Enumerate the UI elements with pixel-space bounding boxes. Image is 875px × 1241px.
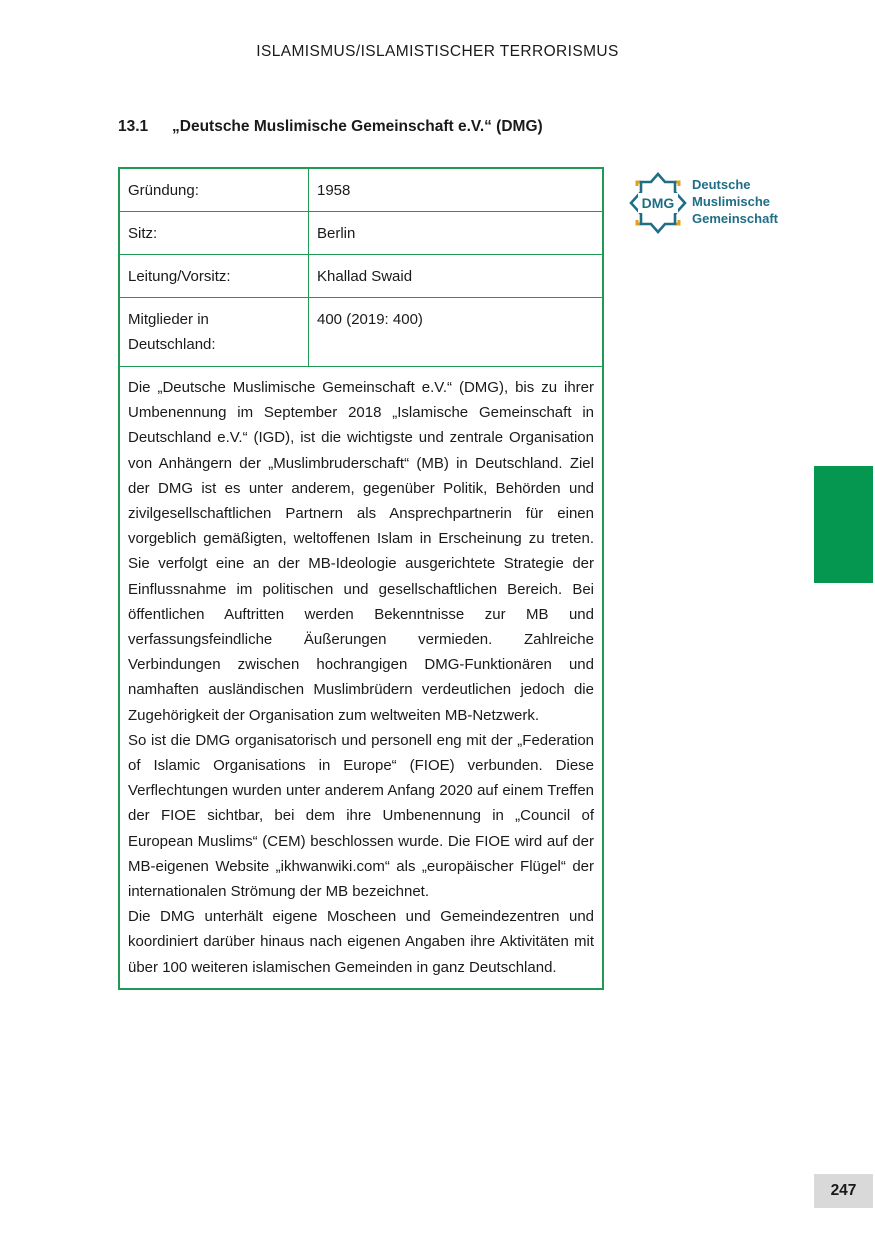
description-paragraph: So ist die DMG organisatorisch und personell eng mit der „Federation of Islamic Organisations in Europe“ (FIOE) verbunden. Diese Verflechtungen wurden unter anderem Anfang 2020 auf einem Treffen der FIOE sichtbar, bei dem ihre Umbenennung in „Council of European Muslims“ (CEM) beschlossen wurde. Die FIOE wird auf der MB-eigenen Website „ikhwanwiki.com“ als „europäischer Flügel“ der internationalen Strömung der MB bezeichnet. — [128, 731, 594, 901]
page-number: 247 — [814, 1174, 873, 1208]
fact-value: 400 (2019: 400) — [317, 311, 423, 328]
logo-line: Muslimische — [692, 194, 771, 209]
fact-value: Berlin — [317, 225, 356, 242]
section-heading — [118, 118, 543, 136]
organization-fact-box — [118, 167, 604, 990]
logo-line: Deutsche — [692, 177, 751, 192]
fact-value: Khallad Swaid — [317, 268, 413, 285]
fact-label: Sitz: — [120, 212, 309, 254]
fact-row-seat — [120, 212, 602, 255]
description-paragraph: Die „Deutsche Muslimische Gemeinschaft e.V.“ (DMG), bis zu ihrer Umbenennung im September 2018 „Islamische Gemeinschaft in Deutschland e.V.“ (IGD), ist die wichtigste und zentrale Organisation von Anhängern der „Muslimbruderschaft“ (MB) in Deutschland. Ziel der DMG ist es unter anderem, gegenüber Politik, Behörden und zivilgesellschaftlichen Partnern als Ansprechpartnerin für einen vorgeblich gemäßigten, weltoffenen Islam in Erscheinung zu treten. Sie verfolgt eine an der MB-Ideologie ausgerichtete Strategie der Einflussnahme im politischen und gesellschaftlichen Bereich. Bei öffentlichen Auftritten werden Bekenntnisse zur MB und verfassungsfeindliche Äußerungen vermieden. Zahlreiche Verbindungen zwischen hochrangigen DMG-Funktionären und namhaften ausländischen Muslimbrüdern verdeutlichen jedoch die Zugehörigkeit der Organisation zum weltweiten MB-Netzwerk. — [128, 379, 594, 724]
fact-label: Leitung/Vorsitz: — [120, 255, 309, 297]
fact-label: Mitglieder in Deutschland: — [120, 298, 309, 366]
organization-description — [120, 367, 602, 988]
section-number: 13.1 — [118, 118, 149, 135]
fact-row-members — [120, 298, 602, 367]
fact-row-leadership — [120, 255, 602, 298]
logo-line: Gemeinschaft — [692, 211, 778, 226]
chapter-side-tab — [814, 466, 873, 583]
logo-wordmark — [692, 176, 778, 227]
fact-row-founding — [120, 169, 602, 212]
fact-label: Gründung: — [120, 169, 309, 211]
fact-value: 1958 — [317, 182, 351, 199]
dmg-star-emblem-icon — [625, 170, 691, 236]
section-title-text: „Deutsche Muslimische Gemeinschaft e.V.“ (DMG) — [172, 118, 543, 135]
dmg-logo — [625, 170, 795, 236]
logo-abbreviation: DMG — [641, 195, 675, 211]
running-title: ISLAMISMUS/ISLAMISTISCHER TERRORISMUS — [256, 43, 619, 60]
description-paragraph: Die DMG unterhält eigene Moscheen und Gemeindezentren und koordiniert darüber hinaus nach eigenen Angaben ihre Aktivitäten mit über 100 weiteren islamischen Gemeinden in ganz Deutschland. — [128, 908, 594, 976]
